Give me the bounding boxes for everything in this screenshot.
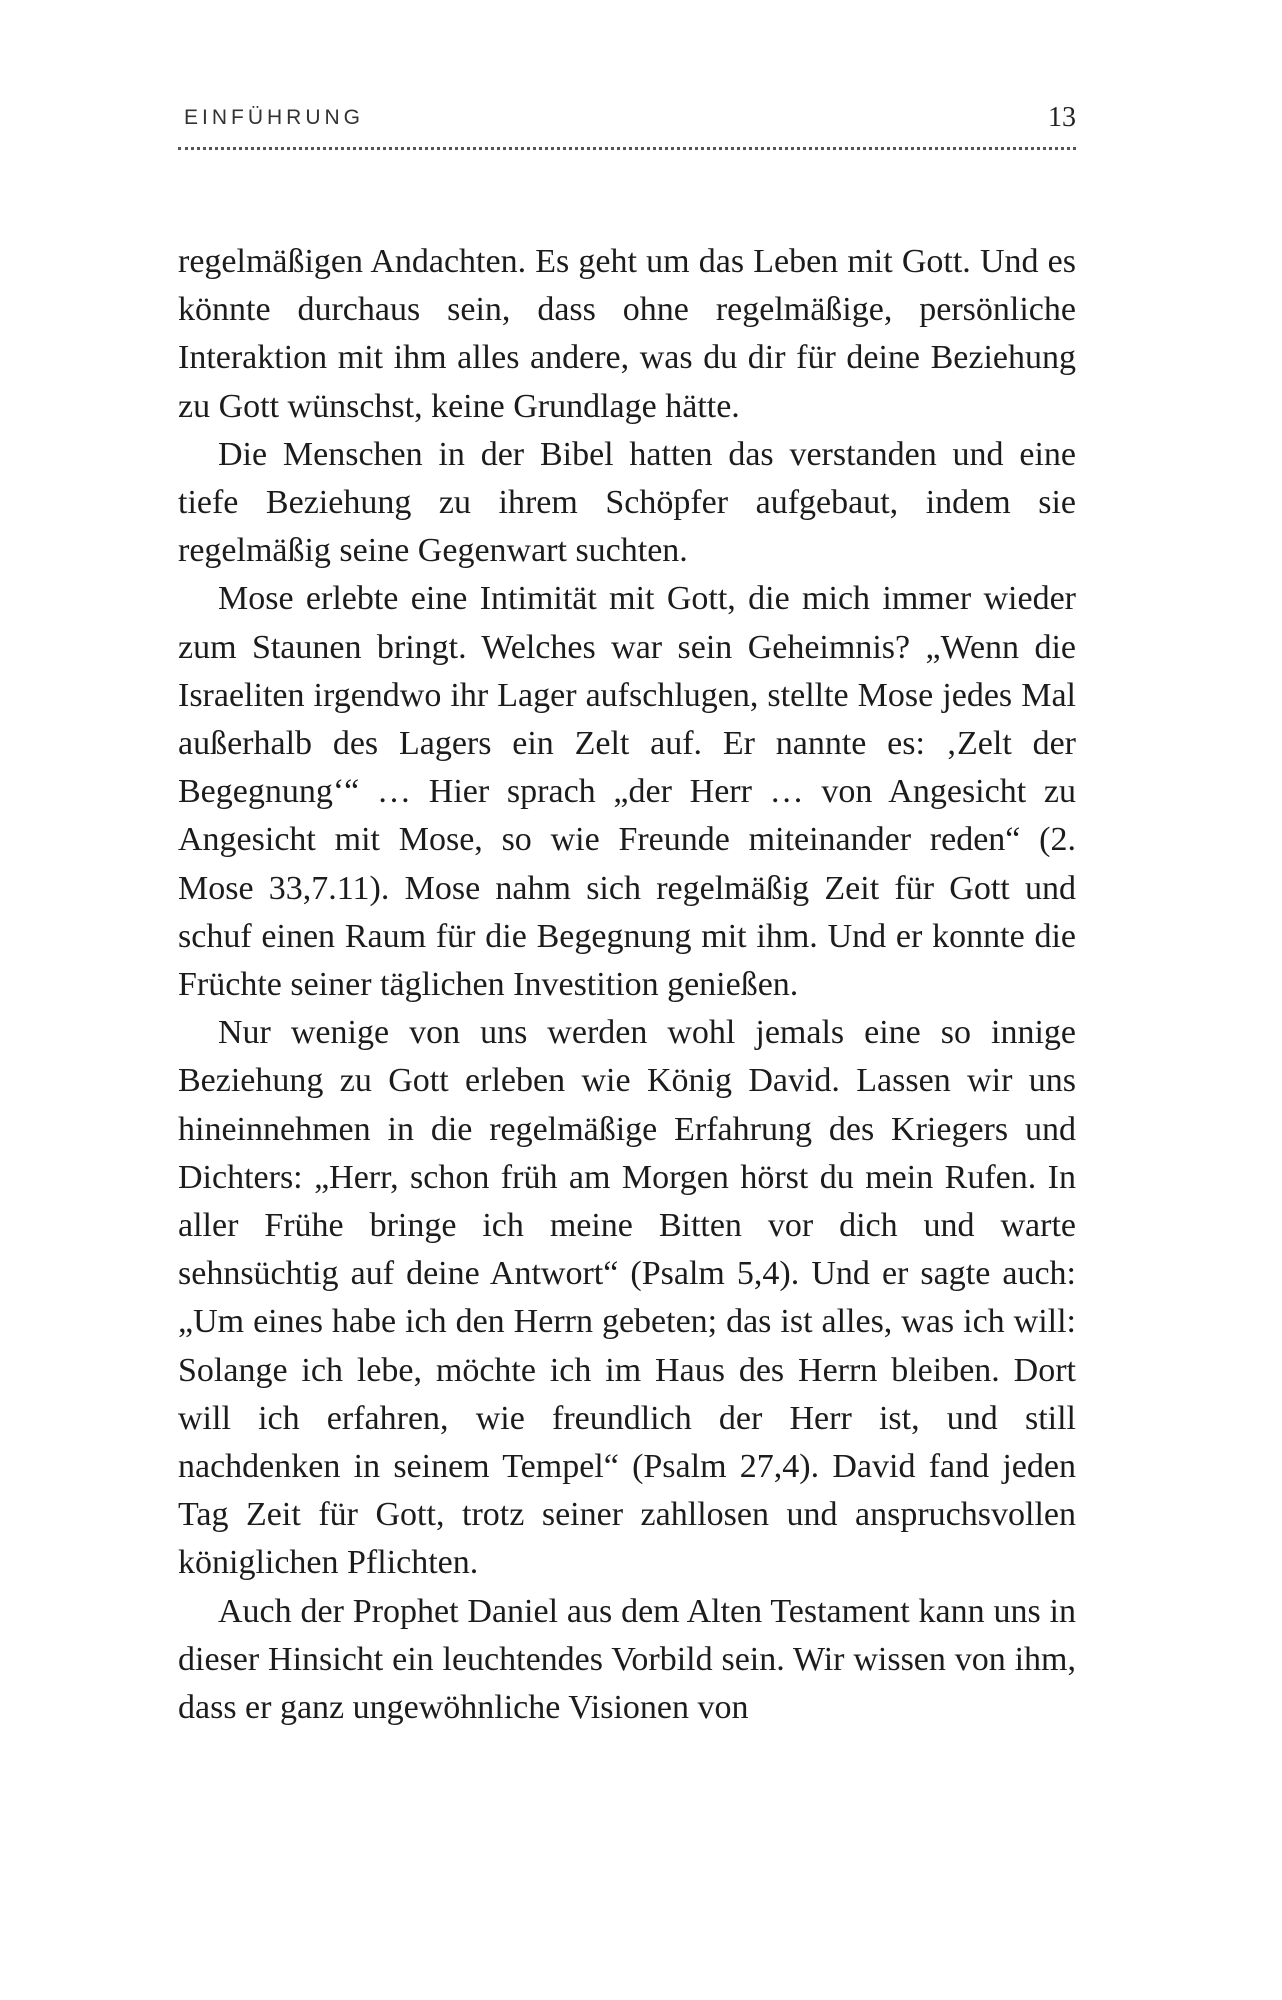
running-head: [178, 102, 1076, 142]
dotted-rule: [178, 147, 1076, 150]
page-number: 13: [1048, 102, 1076, 133]
section-title: EINFÜHRUNG: [184, 106, 364, 129]
paragraph: Die Menschen in der Bibel hatten das verstanden und eine tiefe Beziehung zu ihrem Schöpfer aufgebaut, indem sie regelmäßig seine Gegenwart suchten.: [178, 435, 1076, 570]
paragraph: regelmäßigen Andachten. Es geht um das Leben mit Gott. Und es könnte durchaus sein, dass ohne regelmäßige, persönliche Interaktion mit ihm alles andere, was du dir für deine Beziehung zu Gott wünschst, keine Grundlage hätte.: [178, 243, 1076, 425]
paragraph: Mose erlebte eine Intimität mit Gott, die mich immer wieder zum Staunen bringt. Welches war sein Geheimnis? „Wenn die Israeliten irgendwo ihr Lager aufschlugen, stellte Mose jedes Mal außerhalb des Lagers ein Zelt auf. Er nannte es: ‚Zelt der Begegnung‘“ … Hier sprach „der Herr … von Angesicht zu Angesicht mit Mose, so wie Freunde miteinander reden“ (2. Mose 33,7.11). Mose nahm sich regelmäßig Zeit für Gott und schuf einen Raum für die Begegnung mit ihm. Und er konnte die Früchte seiner täglichen Investition genießen.: [178, 580, 1076, 1004]
body-text: [178, 238, 1076, 1732]
paragraph: Nur wenige von uns werden wohl jemals eine so innige Beziehung zu Gott erleben wie König David. Lassen wir uns hineinnehmen in die regelmäßige Erfahrung des Kriegers und Dichters: „Herr, schon früh am Morgen hörst du mein Rufen. In aller Frühe bringe ich meine Bitten vor dich und warte sehnsüchtig auf deine Antwort“ (Psalm 5,4). Und er sagte auch: „Um eines habe ich den Herrn gebeten; das ist alles, was ich will: Solange ich lebe, möchte ich im Haus des Herrn bleiben. Dort will ich erfahren, wie freundlich der Herr ist, und still nachdenken in seinem Tempel“ (Psalm 27,4). David fand jeden Tag Zeit für Gott, trotz seiner zahllosen und anspruchsvollen königlichen Pflichten.: [178, 1014, 1076, 1582]
paragraph: Auch der Prophet Daniel aus dem Alten Testament kann uns in dieser Hinsicht ein leuchtendes Vorbild sein. Wir wissen von ihm, dass er ganz ungewöhnliche Visionen von: [178, 1592, 1076, 1727]
